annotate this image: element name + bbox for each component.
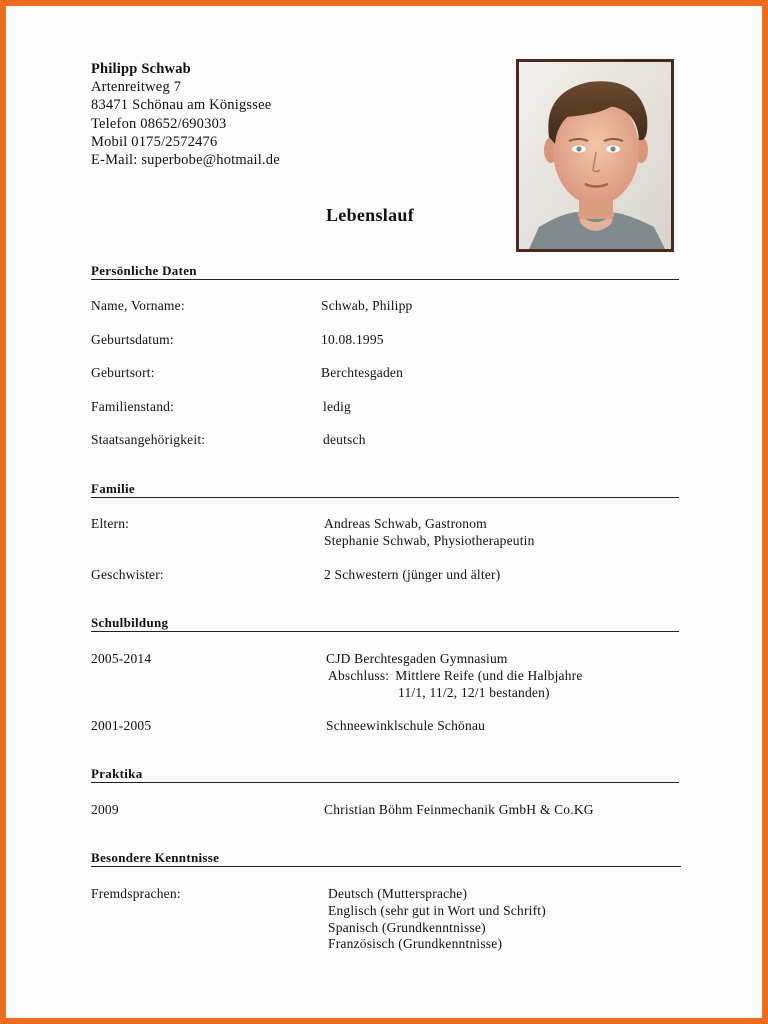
- language-item: Deutsch (Muttersprache): [328, 886, 468, 901]
- label-marital-status: Familienstand:: [91, 399, 175, 414]
- section-heading-skills: [91, 848, 681, 867]
- label-birthdate: Geburtsdatum:: [91, 332, 174, 347]
- contact-street: Artenreitweg 7: [91, 79, 182, 96]
- document-title: Lebenslauf: [325, 205, 415, 225]
- school-name-2: Schneewinklschule Schönau: [326, 718, 486, 733]
- label-nationality: Staatsangehörigkeit:: [91, 432, 206, 447]
- value-parents: [324, 516, 535, 550]
- language-item: Französisch (Grundkenntnisse): [328, 936, 503, 952]
- label-siblings: Geschwister:: [91, 567, 164, 582]
- section-heading-internship: [91, 764, 679, 783]
- section-heading-skills-text: Besondere Kenntnisse: [91, 850, 220, 865]
- languages-list: [328, 886, 546, 953]
- contact-name: Philipp Schwab: [91, 61, 191, 77]
- school-degree-continuation: 11/1, 11/2, 12/1 bestanden): [398, 684, 550, 700]
- contact-city: 83471 Schönau am Königssee: [91, 97, 272, 114]
- value-nationality: deutsch: [323, 432, 366, 447]
- value-birthplace: Berchtesgaden: [321, 365, 404, 380]
- label-name: Name, Vorname:: [91, 298, 185, 313]
- label-birthplace: Geburtsort:: [91, 365, 155, 380]
- school-degree-row: [328, 668, 583, 685]
- section-heading-family-text: Familie: [91, 481, 135, 496]
- language-item: Spanisch (Grundkenntnisse): [328, 919, 486, 935]
- contact-email: E-Mail: superbobe@hotmail.de: [91, 152, 280, 169]
- internship-company: Christian Böhm Feinmechanik GmbH & Co.KG: [324, 802, 594, 817]
- school-degree-key: Abschluss:: [328, 667, 390, 683]
- value-name: Schwab, Philipp: [321, 298, 413, 313]
- contact-mobile: Mobil 0175/2572476: [91, 133, 218, 150]
- school-details-1: [326, 651, 583, 701]
- school-degree-value: Mittlere Reife (und die Halbjahre: [395, 667, 583, 683]
- internship-year: 2009: [91, 802, 119, 817]
- school-period-2: 2001-2005: [91, 718, 152, 733]
- parent-father: Andreas Schwab, Gastronom: [324, 516, 487, 531]
- label-languages: Fremdsprachen:: [91, 886, 181, 901]
- parent-mother: Stephanie Schwab, Physiotherapeutin: [324, 532, 535, 548]
- section-heading-internship-text: Praktika: [91, 766, 143, 781]
- contact-phone: Telefon 08652/690303: [91, 115, 227, 132]
- section-heading-school-text: Schulbildung: [91, 615, 169, 630]
- section-heading-school: [91, 613, 679, 632]
- school-period-1: 2005-2014: [91, 651, 152, 666]
- value-siblings: 2 Schwestern (jünger und älter): [324, 567, 501, 582]
- language-item: Englisch (sehr gut in Wort und Schrift): [328, 902, 546, 918]
- label-parents: Eltern:: [91, 516, 130, 531]
- section-heading-family: [91, 479, 679, 498]
- section-heading-personal: [91, 261, 679, 280]
- section-heading-personal-text: Persönliche Daten: [91, 263, 197, 278]
- value-birthdate: 10.08.1995: [321, 332, 384, 347]
- contact-block: [91, 60, 280, 169]
- school-name-1: CJD Berchtesgaden Gymnasium: [326, 651, 508, 666]
- value-marital-status: ledig: [323, 399, 351, 414]
